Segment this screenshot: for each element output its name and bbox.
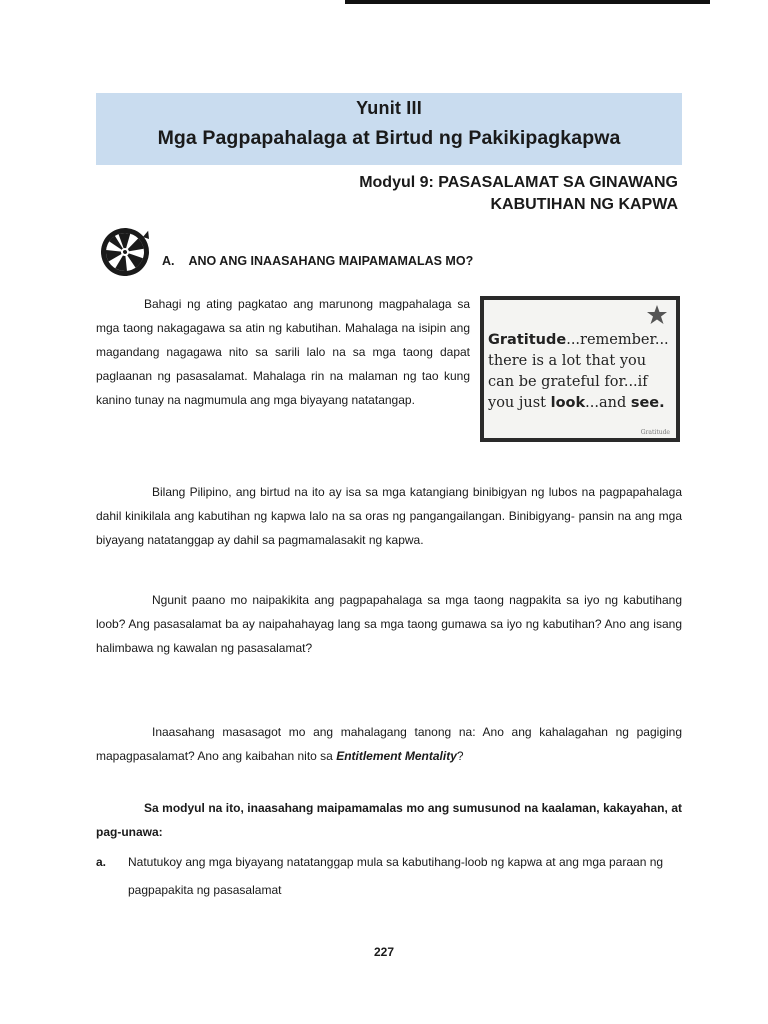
page-number: 227 — [373, 945, 395, 959]
unit-banner — [96, 93, 682, 165]
module-title — [218, 172, 678, 216]
top-rule — [345, 0, 710, 4]
quote-word-gratitude: Gratitude — [488, 332, 567, 348]
paragraph-4 — [96, 720, 682, 768]
quote-line-1-rest: ...remember... — [566, 332, 669, 348]
quote-line-4-c: ...and — [585, 395, 631, 411]
paragraph-1: Bahagi ng ating pagkatao ang marunong magpahalaga sa mga taong nakagagawa sa atin ng kabutihan. Mahalaga na isipin ang magandang nagagawa nito sa sarili lalo na sa mga taong dapat paglaanan ng pasasalamat. Mahalaga rin na malaman ng tao kung kanino tunay na nagmumula ang mga biyayang natatangap. — [96, 297, 470, 407]
gratitude-quote-image — [480, 296, 680, 442]
unit-label: Yunit III — [356, 98, 422, 118]
wheel-icon — [97, 222, 155, 280]
star-icon — [646, 304, 668, 326]
list-item — [96, 848, 682, 904]
section-heading — [162, 254, 473, 268]
list-item-marker: a. — [96, 855, 107, 869]
quote-line-4-a: you just — [488, 395, 551, 411]
paragraph-5: Sa modyul na ito, inaasahang maipamamalas mo ang sumusunod na kaalaman, kakayahan, at pag-unawa: — [96, 801, 682, 839]
paragraph-4-end: ? — [456, 749, 464, 763]
quote-line-3: can be grateful for...if — [488, 374, 648, 390]
unit-title: Mga Pagpapahalaga at Birtud ng Pakikipagkapwa — [157, 127, 621, 149]
module-title-line-1: Modyul 9: PASASALAMAT SA GINAWANG — [359, 174, 678, 191]
paragraph-3: Ngunit paano mo naipakikita ang pagpapahalaga sa mga taong nagpakita sa iyo ng kabutihang loob? Ang pasasalamat ba ay naipahahayag lang sa mga taong gumawa sa iyo ng kabutihan? Ano ang isang halimbawa ng kawalan ng pasasalamat? — [96, 593, 682, 655]
section-heading-text: ANO ANG INAASAHANG MAIPAMAMALAS MO? — [188, 254, 474, 268]
quote-word-see: see. — [630, 395, 665, 411]
paragraph-2: Bilang Pilipino, ang birtud na ito ay isa sa mga katangiang binibigyan ng lubos na pagpapahalaga dahil kinikilala ang kabutihan ng kapwa lalo na sa oras ng pangangailangan. Binibigyang- pansin na ang mga biyayang natatanggap ay dahil sa pagmamalasakit ng kapwa. — [96, 485, 682, 547]
quote-credit: Gratitude — [640, 429, 670, 436]
quote-line-1 — [488, 330, 672, 351]
module-title-line-2: KABUTIHAN NG KAPWA — [490, 196, 678, 213]
section-letter: A. — [162, 254, 175, 268]
quote-line-4 — [488, 393, 672, 414]
paragraph-4-text: Inaasahang masasagot mo ang mahalagang tanong na: Ano ang kahalagahan ng pagiging mapagpasalamat? Ano ang kaibahan nito sa — [96, 725, 682, 763]
quote-line-2: there is a lot that you — [488, 353, 647, 369]
list-item-text: Natutukoy ang mga biyayang natatanggap mula sa kabutihang-loob ng kapwa at ang mga paraan ng pagpapakita ng pasasalamat — [128, 855, 664, 897]
quote-word-look: look — [550, 395, 586, 411]
quote-card — [484, 300, 676, 438]
entitlement-mentality-term: Entitlement Mentality — [336, 749, 457, 763]
